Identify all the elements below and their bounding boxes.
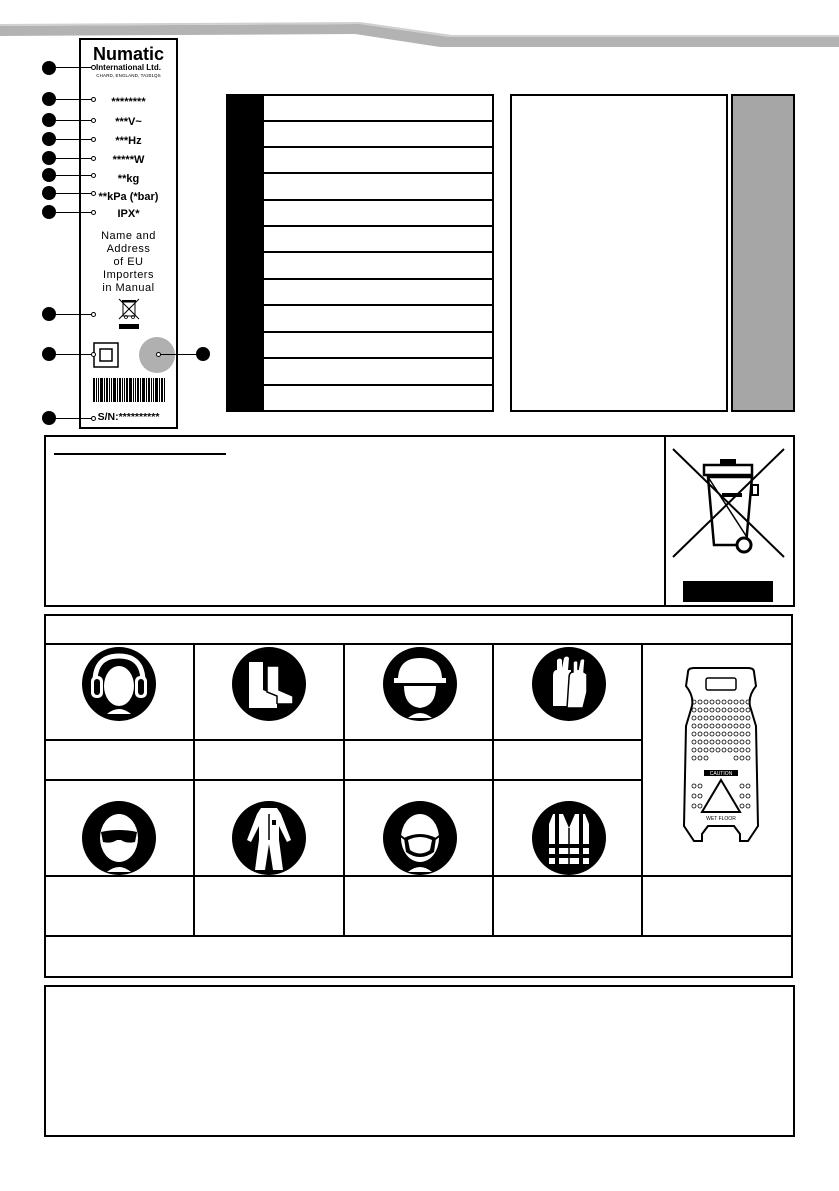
safety-glasses-icon [81, 800, 157, 876]
label-serial-number: S/N:********** [97, 411, 160, 423]
label-brand: Numatic [92, 44, 164, 64]
weee-section [44, 435, 795, 607]
spec-table-bar [228, 96, 264, 410]
hi-vis-vest-icon [531, 800, 607, 876]
wet-floor-sign-icon [676, 666, 766, 856]
spec-row [264, 146, 492, 148]
barcode-icon [93, 378, 165, 402]
safety-boots-icon [231, 646, 307, 722]
spec-row [264, 278, 492, 280]
label-address: CHARD, ENGLAND, TA201QS [96, 73, 161, 78]
wet-floor-caution-text: CAUTION [709, 771, 733, 777]
grey-side-tab [731, 94, 795, 412]
weee-bin-icon [670, 445, 790, 605]
spec-row [264, 304, 492, 306]
spec-row [264, 199, 492, 201]
label-serial-code: ******** [111, 96, 146, 108]
spec-row [264, 384, 492, 386]
wet-floor-warning-text: WET FLOOR [706, 816, 736, 822]
spec-row [264, 251, 492, 253]
label-weight: **kg [117, 173, 140, 185]
label-power: *****W [112, 154, 145, 166]
dust-mask-icon [382, 800, 458, 876]
spec-row [264, 331, 492, 333]
hard-hat-icon [382, 646, 458, 722]
spec-row [264, 225, 492, 227]
weee-heading-underline [54, 453, 226, 455]
spec-row [264, 120, 492, 122]
spec-row [264, 357, 492, 359]
text-panel [510, 94, 728, 412]
double-insulation-icon [93, 342, 119, 368]
label-pressure: **kPa (*bar) [98, 191, 159, 203]
label-frequency: ***Hz [115, 135, 142, 147]
label-voltage: ***V~ [115, 116, 142, 128]
label-ip-rating: IPX* [117, 208, 140, 220]
weee-small-icon [114, 297, 144, 332]
notes-section [44, 985, 795, 1137]
ear-protection-icon [81, 646, 157, 722]
spec-table [226, 94, 494, 412]
weee-divider [664, 437, 666, 605]
coverall-icon [231, 800, 307, 876]
gloves-icon [531, 646, 607, 722]
ppe-section [44, 614, 793, 978]
label-importer-note: Name and Address of EU Importers in Manual [101, 230, 156, 294]
label-company: International Ltd. [96, 63, 161, 72]
spec-row [264, 172, 492, 174]
